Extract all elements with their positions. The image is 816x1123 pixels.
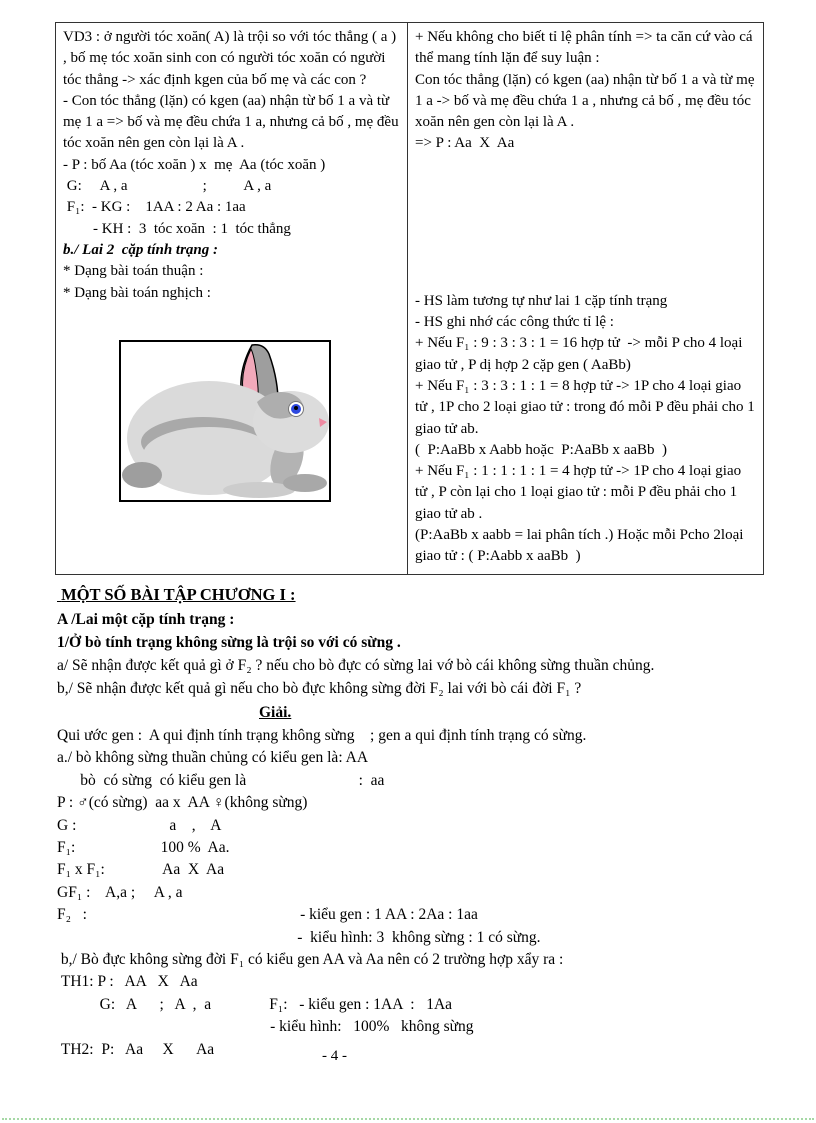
table-cell-right [408,23,764,575]
ratio-3311-rule: + Nếu F₁ : 3 : 3 : 1 : 1 = 8 hợp tử -> 1P cho 4 loại giao tử , 1P cho 2 loại giao tử : trong đó mỗi P đều phải cho 1 giao tử ab. [415,377,759,437]
solution-line: TH2: P: Aa X Aa [57,1040,215,1058]
cross-examples-2: (P:AaBb x aabb = lai phân tích .) Hoặc mỗi Pcho 2loại giao tử : ( P:Aabb x aaBb ) [415,527,748,565]
vd3-analysis-text: - Con tóc thẳng (lặn) có kgen (aa) nhận từ bố 1 a và từ mẹ 1 a => bố và mẹ đều chứa 1 a, nhưng cả bố , mẹ đều tóc xoăn nên gen còn lại là A . [63,92,403,152]
solution-line: F₂ : - kiểu gen : 1 AA : 2Aa : 1aa [57,906,478,924]
genotype-ratio-line: F₁: - KG : 1AA : 2 Aa : 1aa [63,199,246,216]
exercises-section [57,582,763,1061]
genetics-notes-table [55,22,764,575]
rabbit-rear-paw-shadow [283,474,327,492]
question-b: b,/ Sẽ nhận được kết quả gì nếu cho bò đực không sừng đời F₂ lai với bò cái đời F₁ ? [57,680,582,697]
solution-line: TH1: P : AA X Aa [57,973,198,991]
rabbit-image [119,340,331,502]
solution-line: G: A ; A , a F₁: - kiểu gen : 1AA : 1Aa [57,995,453,1013]
solution-line: F₁: 100 % Aa. [57,839,230,857]
solution-line: a./ bò không sừng thuần chủng có kiểu gen là: AA [57,749,369,767]
solution-line: GF₁ : A,a ; A , a [57,883,183,901]
phenotype-ratio-line: - KH : 3 tóc xoăn : 1 tóc thẳng [63,220,291,237]
parent-cross-line: - P : bố Aa (tóc xoăn ) x mẹ Aa (tóc xoăn ) [63,156,326,173]
p-conclusion-line: => P : Aa X Aa [415,135,515,152]
solution-line: bò có sừng có kiểu gen là : aa [57,771,385,789]
ratio-1111-rule: + Nếu F₁ : 1 : 1 : 1 : 1 = 4 hợp tử -> 1P cho 4 loại giao tử , P còn lại cho 1 loại giao tử : mỗi P đều phải cho 1 giao tử ab . [415,463,745,522]
solution-line: G : a , A [57,816,222,834]
solution-line: P : ♂(có sừng) aa x AA ♀(không sừng) [57,794,308,812]
page-bottom-divider [2,1118,814,1120]
problem-1-statement: 1/Ở bò tính trạng không sừng là trội so với có sừng . [57,634,401,651]
table-cell-left [56,23,408,575]
section-b-title: b./ Lai 2 cặp tính trạng : [63,241,219,258]
cross-examples-1: ( P:AaBb x Aabb hoặc P:AaBb x aaBb ) [415,441,668,458]
rabbit-eye-pupil [294,406,298,410]
forward-problem-label: * Dạng bài toán thuận : [63,263,204,280]
note-recessive-reasoning: Con tóc thẳng (lặn) có kgen (aa) nhận từ bố 1 a và từ mẹ 1 a -> bố và mẹ đều chứa 1 a , nhưng cả bố , mẹ đều tóc xoăn nên gen còn lại là A . [415,71,759,131]
page-number: - 4 - [322,1048,347,1064]
solution-line: - kiểu hình: 3 không sừng : 1 có sừng. [57,928,541,946]
solution-line: F₁ x F₁: Aa X Aa [57,861,225,879]
rabbit-illustration [121,342,329,500]
solution-line: Qui ước gen : A qui định tính trạng không sừng ; gen a qui định tính trạng có sừng. [57,727,587,744]
exercises-heading: MỘT SỐ BÀI TẬP CHƯƠNG I : [57,585,296,604]
note-no-ratio: + Nếu không cho biết tỉ lệ phân tính => ta căn cứ vào cá thể mang tính lặn để suy luận : [415,29,757,67]
table-row [56,23,764,575]
gametes-line: G: A , a ; A , a [63,178,272,195]
section-a-title: A /Lai một cặp tính trạng : [57,611,235,628]
solution-line: - kiểu hình: 100% không sừng [57,1018,474,1036]
question-a: a/ Sẽ nhận được kết quả gì ở F₂ ? nếu cho bò đực có sừng lai vớ bò cái không sừng thuần chủng. [57,657,655,674]
vd3-problem-text: VD3 : ở người tóc xoăn( A) là trội so với tóc thẳng ( a ) , bố mẹ tóc xoăn sinh con có người tóc xoăn có người tóc thẳng -> xác định kgen của bố mẹ và các con ? [63,29,400,88]
ratio-9331-rule: + Nếu F₁ : 9 : 3 : 3 : 1 = 16 hợp tử -> mỗi P cho 4 loại giao tử , P dị hợp 2 cặp gen ( AaBb) [415,335,747,373]
rabbit-body-light [143,427,275,483]
solution-title: Giải. [259,704,292,721]
solution-line: b,/ Bò đực không sừng đời F₁ có kiểu gen AA và Aa nên có 2 trường hợp xẩy ra : [57,951,564,969]
reverse-problem-label: * Dạng bài toán nghịch : [63,284,211,301]
hs-formulas-note: - HS ghi nhớ các công thức tỉ lệ : [415,314,614,331]
rabbit-tail-shadow [122,462,162,488]
hs-similar-note: - HS làm tương tự như lai 1 cặp tính trạng [415,292,668,309]
